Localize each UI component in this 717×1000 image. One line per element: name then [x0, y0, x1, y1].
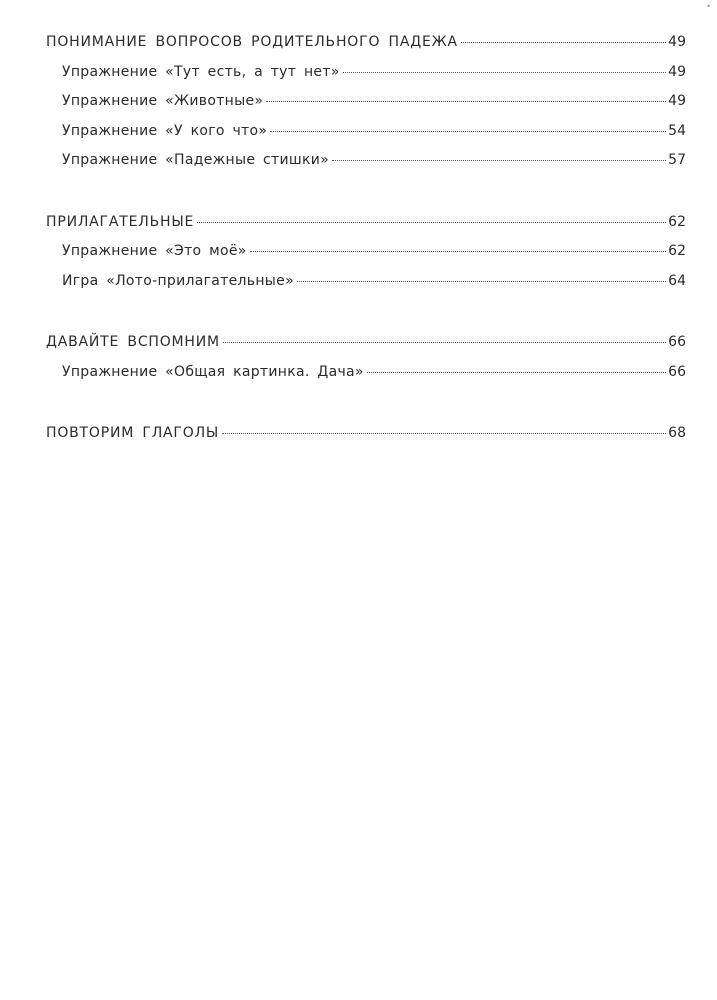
- toc-item-label: Упражнение «Тут есть, а тут нет»: [62, 63, 340, 80]
- toc-item[interactable]: [46, 152, 686, 182]
- toc-item[interactable]: [46, 123, 686, 153]
- toc-page-number: 54: [668, 122, 686, 139]
- toc-page-number: 64: [668, 272, 686, 289]
- toc-page-number: 62: [668, 213, 686, 230]
- toc-item[interactable]: [46, 364, 686, 394]
- dot-leader: [297, 281, 666, 282]
- toc-item[interactable]: [46, 243, 686, 273]
- toc-heading[interactable]: [46, 34, 686, 64]
- dot-leader: [197, 222, 666, 223]
- toc-item-label: Упражнение «Общая картинка. Дача»: [62, 363, 364, 380]
- toc-section: [46, 334, 686, 393]
- toc-section: [46, 34, 686, 182]
- table-of-contents: [46, 34, 686, 487]
- toc-item-label: Упражнение «Это моё»: [62, 243, 247, 259]
- dot-leader: [332, 160, 666, 161]
- dot-leader: [223, 342, 666, 343]
- toc-heading-title: ПОВТОРИМ ГЛАГОЛЫ: [46, 425, 220, 441]
- toc-page-number: 49: [668, 93, 686, 109]
- dot-leader: [367, 372, 666, 373]
- toc-item-label: Упражнение «Падежные стишки»: [62, 152, 329, 168]
- toc-item[interactable]: [46, 273, 686, 303]
- toc-item-label: Игра «Лото-прилагательные»: [62, 272, 294, 289]
- corner-mark: •: [706, 2, 711, 11]
- toc-heading[interactable]: [46, 425, 686, 455]
- dot-leader: [250, 251, 667, 252]
- toc-heading-title: ДАВАЙТЕ ВСПОМНИМ: [46, 334, 220, 350]
- toc-page-number: 49: [668, 34, 686, 50]
- toc-heading[interactable]: [46, 214, 686, 244]
- toc-page-number: 68: [668, 425, 686, 441]
- toc-heading-title: ПОНИМАНИЕ ВОПРОСОВ РОДИТЕЛЬНОГО ПАДЕЖА: [46, 34, 458, 50]
- toc-heading-title: ПРИЛАГАТЕЛЬНЫЕ: [46, 213, 195, 230]
- toc-item[interactable]: [46, 93, 686, 123]
- dot-leader: [461, 42, 666, 43]
- toc-heading[interactable]: [46, 334, 686, 364]
- toc-item[interactable]: [46, 64, 686, 94]
- toc-page-number: 49: [668, 63, 686, 80]
- dot-leader: [266, 101, 666, 102]
- dot-leader: [222, 433, 666, 434]
- toc-item-label: Упражнение «Животные»: [62, 93, 264, 109]
- toc-page-number: 62: [668, 243, 686, 259]
- toc-page-number: 57: [668, 152, 686, 168]
- toc-page-number: 66: [668, 363, 686, 380]
- dot-leader: [270, 131, 666, 132]
- toc-section: [46, 425, 686, 455]
- toc-page-number: 66: [668, 334, 686, 350]
- toc-section: [46, 214, 686, 303]
- toc-item-label: Упражнение «У кого что»: [62, 122, 268, 139]
- dot-leader: [343, 72, 667, 73]
